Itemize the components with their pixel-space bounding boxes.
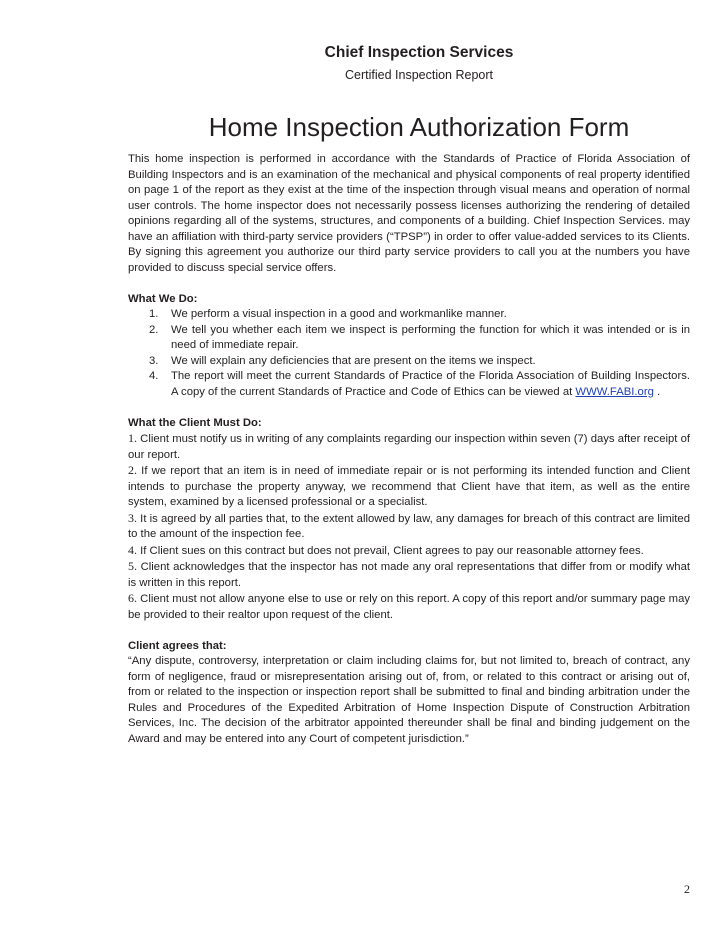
item-text: If Client sues on this contract but does not prevail, Client agrees to pay our reasonable attorney fees.	[137, 544, 644, 557]
list-number: 1.	[149, 308, 159, 320]
intro-paragraph: This home inspection is performed in accordance with the Standards of Practice of Florida Association of Building Inspectors and is an examination of the mechanical and physical components of real property identified on page 1 of the report as they exist at the time of the inspection through visual means and operation of normal user controls. The home inspector does not necessarily possess licenses authorizing the rendering of detailed opinions regarding all of the systems, structures, and components of a building. Chief Inspection Services. may have an affiliation with third-party service providers (“TPSP”) in order to offer value-added services to its Clients. By signing this agreement you authorize our third party service providers to call you at the numbers you have provided to discuss special service offers.	[128, 153, 690, 274]
item-text: Client must notify us in writing of any complaints regarding our inspection within seven (7) days after receipt of our report.	[128, 433, 690, 461]
list-text-end: .	[653, 385, 661, 398]
list-item	[128, 323, 690, 354]
list-text: The report will meet the current Standards of Practice of the Florida Association of Building Inspectors. A copy of the current Standards of Practice and Code of Ethics can be viewed at	[171, 370, 690, 398]
arbitration-paragraph: “Any dispute, controversy, interpretation or claim including claims for, but not limited to, breach of contract, any form of negligence, fraud or misrepresentation arising out of, from, or related to this contract or arising out of, from or related to the inspection or inspection report shall be submitted to final and binding arbitration under the Rules and Procedures of the Expedited Arbitration of Home Inspection Dispute of Construction Arbitration Services, Inc. The decision of the arbitrator appointed thereunder shall be final and binding judgement on the Award and may be entered into any Court of competent jurisdiction.”	[128, 655, 690, 745]
what-we-do-heading: What We Do:	[128, 292, 198, 305]
client-item	[128, 463, 690, 511]
client-item	[128, 543, 690, 560]
form-body	[128, 152, 690, 747]
item-text: Client acknowledges that the inspector has not made any oral representations that differ from or modify what is written in this report.	[128, 561, 690, 589]
item-text: Client must not allow anyone else to use or rely on this report. A copy of this report and/or summary page may be provided to their realtor upon request of the client.	[128, 593, 690, 621]
list-text: We will explain any deficiencies that are present on the items we inspect.	[171, 354, 536, 367]
report-subtitle: Certified Inspection Report	[345, 68, 493, 82]
item-text: It is agreed by all parties that, to the extent allowed by law, any damages for breach of this contract are limited to the amount of the inspection fee.	[128, 512, 690, 540]
what-we-do-list	[128, 307, 690, 400]
list-number: 4.	[149, 370, 159, 382]
client-item	[128, 431, 690, 463]
page-title: Home Inspection Authorization Form	[208, 112, 630, 142]
fabi-link[interactable]: WWW.FABI.org	[575, 385, 654, 398]
item-number: 4.	[128, 542, 137, 557]
list-item	[128, 369, 690, 400]
item-number: 2.	[128, 463, 137, 477]
company-name: Chief Inspection Services	[324, 44, 514, 61]
client-agrees-heading: Client agrees that:	[128, 639, 227, 652]
list-item	[128, 307, 690, 323]
client-item	[128, 511, 690, 543]
client-item	[128, 591, 690, 623]
item-number: 6.	[128, 591, 137, 605]
page-number: 2	[684, 882, 690, 896]
item-number: 1.	[128, 431, 137, 445]
client-item	[128, 559, 690, 591]
client-must-heading: What the Client Must Do:	[128, 416, 262, 429]
item-text: If we report that an item is in need of immediate repair or is not performing its intended function and Client intends to purchase the property anyway, we recommend that Client have that item, as well as the entire system, examined by a licensed professional or a specialist.	[128, 465, 690, 508]
item-number: 5.	[128, 559, 137, 573]
list-text: We perform a visual inspection in a good and workmanlike manner.	[171, 308, 507, 320]
item-number: 3.	[128, 510, 137, 525]
list-number: 2.	[149, 323, 159, 336]
list-item	[128, 354, 690, 370]
list-text: We tell you whether each item we inspect is performing the function for which it was intended or is in need of immediate repair.	[171, 323, 690, 351]
list-number: 3.	[149, 354, 159, 367]
